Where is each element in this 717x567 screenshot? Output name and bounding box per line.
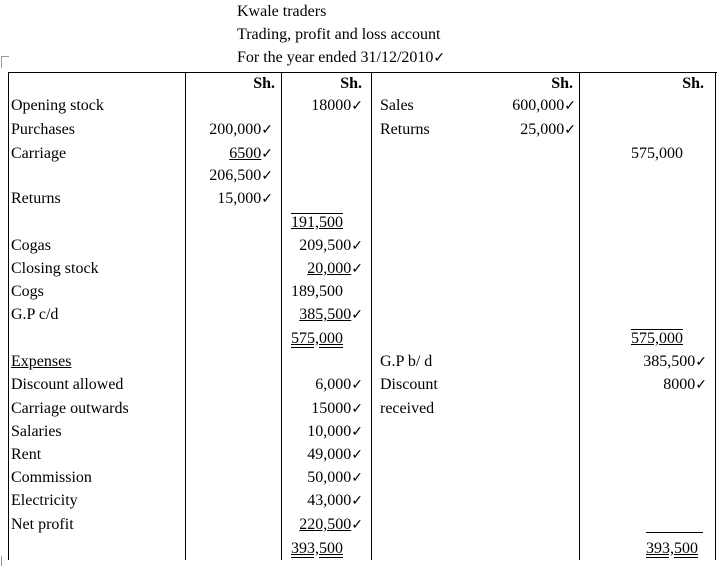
amount-net-profit: 220,500✓ <box>299 516 363 533</box>
check-icon: ✓ <box>351 425 363 440</box>
check-icon: ✓ <box>261 147 273 162</box>
amount-purchases-subtotal: 206,500✓ <box>209 167 273 184</box>
center-divider <box>371 72 372 560</box>
amount-commission: 50,000✓ <box>307 469 363 486</box>
amount-trading-total-credit: 575,000 <box>631 330 683 347</box>
check-icon: ✓ <box>351 494 363 509</box>
check-icon: ✓ <box>261 192 273 207</box>
amount-rent: 49,000✓ <box>307 446 363 463</box>
amount-closing-stock: 20,000✓ <box>307 260 363 277</box>
amount-purchases: 200,000✓ <box>209 121 273 138</box>
check-icon: ✓ <box>695 378 707 393</box>
column-divider-1 <box>185 72 186 560</box>
check-icon: ✓ <box>261 169 273 184</box>
label-salaries: Salaries <box>11 423 62 440</box>
label-expenses-heading: Expenses <box>11 353 72 370</box>
label-returns-inwards: Returns <box>380 121 430 138</box>
label-gp-bd: G.P b/ d <box>380 353 433 370</box>
edge-marker <box>1 56 2 68</box>
column-header-3: Sh. <box>551 75 573 92</box>
check-icon: ✓ <box>564 99 576 114</box>
column-header-2: Sh. <box>340 75 362 92</box>
account-period: For the year ended 31/12/2010✓ <box>237 49 446 66</box>
check-icon: ✓ <box>433 51 446 66</box>
label-opening-stock: Opening stock <box>11 97 104 114</box>
label-cogas: Cogas <box>11 237 51 254</box>
amount-returns-inwards: 25,000✓ <box>520 121 576 138</box>
check-icon: ✓ <box>351 239 363 254</box>
amount-pl-total-credit: 393,500 <box>646 540 698 557</box>
amount-electricity: 43,000✓ <box>307 492 363 509</box>
check-icon: ✓ <box>695 355 707 370</box>
check-icon: ✓ <box>351 262 363 277</box>
label-discount-allowed: Discount allowed <box>11 376 124 393</box>
total-rule-credit <box>646 532 703 533</box>
label-discount-received-2: received <box>380 400 435 417</box>
check-icon: ✓ <box>351 471 363 486</box>
label-purchases: Purchases <box>11 121 75 138</box>
check-icon: ✓ <box>564 123 576 138</box>
check-icon: ✓ <box>351 308 363 323</box>
column-divider-2 <box>281 72 282 560</box>
amount-discount-received: 8000✓ <box>663 376 707 393</box>
company-name: Kwale traders <box>237 3 327 20</box>
table-right-border <box>715 72 716 560</box>
column-divider-3 <box>579 72 580 560</box>
amount-trading-total: 575,000 <box>291 330 343 347</box>
table-left-border <box>8 72 9 560</box>
check-icon: ✓ <box>351 402 363 417</box>
amount-pl-total-debit: 393,500 <box>291 540 343 557</box>
label-discount-received: Discount <box>380 376 438 393</box>
label-carriage-outwards: Carriage outwards <box>11 400 129 417</box>
check-icon: ✓ <box>351 518 363 533</box>
check-icon: ✓ <box>261 123 273 138</box>
label-commission: Commission <box>11 469 92 486</box>
label-net-profit: Net profit <box>11 516 74 533</box>
check-icon: ✓ <box>351 448 363 463</box>
label-returns-outwards: Returns <box>11 190 61 207</box>
account-title: Trading, profit and loss account <box>237 26 441 43</box>
amount-carriage: 6500✓ <box>229 145 273 162</box>
column-header-1: Sh. <box>253 75 275 92</box>
label-sales: Sales <box>380 97 414 114</box>
amount-carriage-outwards: 15000✓ <box>311 400 363 417</box>
label-closing-stock: Closing stock <box>11 260 99 277</box>
amount-cogs: 189,500 <box>291 283 343 300</box>
amount-net-sales: 575,000 <box>631 145 683 162</box>
amount-cogas: 209,500✓ <box>299 237 363 254</box>
column-header-4: Sh. <box>682 75 704 92</box>
amount-sales: 600,000✓ <box>512 97 576 114</box>
label-cogs: Cogs <box>11 283 44 300</box>
edge-marker-bottom <box>1 556 2 566</box>
check-icon: ✓ <box>351 99 363 114</box>
amount-gp-bd: 385,500✓ <box>643 353 707 370</box>
amount-discount-allowed: 6,000✓ <box>315 376 363 393</box>
label-rent: Rent <box>11 446 42 463</box>
edge-marker-h <box>1 56 9 57</box>
label-gp-cd: G.P c/d <box>11 306 59 323</box>
amount-gp-cd: 385,500✓ <box>299 306 363 323</box>
table-top-border <box>8 72 717 73</box>
amount-returns-outwards: 15,000✓ <box>217 190 273 207</box>
amount-opening-stock: 18000✓ <box>311 97 363 114</box>
label-carriage: Carriage <box>11 145 67 162</box>
label-electricity: Electricity <box>11 492 78 509</box>
amount-salaries: 10,000✓ <box>307 423 363 440</box>
amount-net-purchases: 191,500 <box>291 214 343 231</box>
check-icon: ✓ <box>351 378 363 393</box>
